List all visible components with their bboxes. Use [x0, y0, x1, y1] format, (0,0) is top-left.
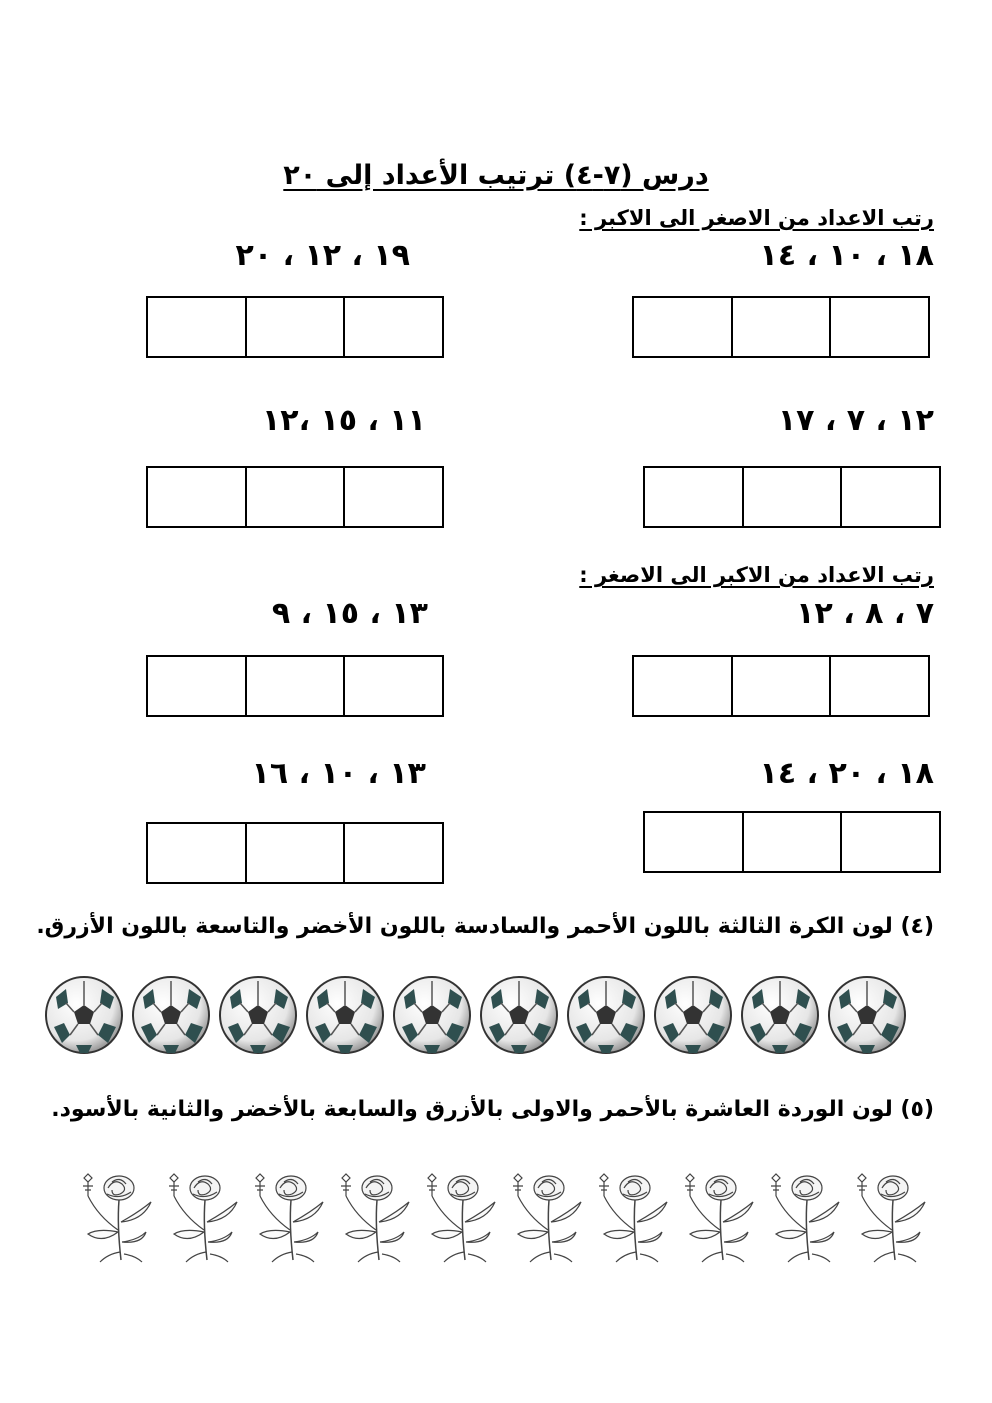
answer-box[interactable]: [343, 468, 442, 526]
number-group: ١٣ ، ١٥ ، ٩: [271, 596, 428, 631]
answer-boxes[interactable]: [632, 655, 930, 717]
answer-boxes[interactable]: [643, 466, 941, 528]
soccer-ball-icon[interactable]: [742, 977, 818, 1053]
soccer-ball-icon[interactable]: [307, 977, 383, 1053]
soccer-ball-icon[interactable]: [829, 977, 905, 1053]
answer-box[interactable]: [148, 657, 245, 715]
number-group: ٧ ، ٨ ، ١٢: [796, 596, 934, 631]
answer-box[interactable]: [148, 468, 245, 526]
answer-box[interactable]: [245, 298, 344, 356]
answer-box[interactable]: [343, 657, 442, 715]
number-group: ١٩ ، ١٢ ، ٢٠: [235, 238, 410, 273]
question-5-text: (٥) لون الوردة العاشرة بالأحمر والاولى بالأزرق والسابعة بالأخضر والثانية بالأسود.: [51, 1097, 934, 1122]
answer-box[interactable]: [742, 468, 841, 526]
answer-box[interactable]: [245, 824, 344, 882]
answer-box[interactable]: [840, 813, 939, 871]
lesson-title: درس (٧-٤) ترتيب الأعداد إلى ٢٠: [283, 160, 709, 191]
number-group: ١٣ ، ١٠ ، ١٦: [251, 756, 426, 791]
answer-box[interactable]: [645, 468, 742, 526]
rose-flower-icon[interactable]: [857, 1174, 925, 1262]
roses-row: [74, 1170, 944, 1265]
rose-flower-icon[interactable]: [685, 1174, 753, 1262]
rose-flower-icon[interactable]: [341, 1174, 409, 1262]
soccer-balls-row: [44, 975, 910, 1055]
soccer-ball-icon[interactable]: [133, 977, 209, 1053]
answer-box[interactable]: [634, 657, 731, 715]
answer-box[interactable]: [829, 298, 928, 356]
answer-box[interactable]: [829, 657, 928, 715]
number-group: ١١ ، ١٥ ،١٢: [261, 403, 426, 438]
answer-box[interactable]: [148, 824, 245, 882]
soccer-ball-icon[interactable]: [481, 977, 557, 1053]
rose-flower-icon[interactable]: [599, 1174, 667, 1262]
soccer-ball-icon[interactable]: [394, 977, 470, 1053]
soccer-ball-icon[interactable]: [568, 977, 644, 1053]
answer-box[interactable]: [731, 657, 830, 715]
rose-flower-icon[interactable]: [427, 1174, 495, 1262]
answer-box[interactable]: [245, 657, 344, 715]
rose-flower-icon[interactable]: [83, 1174, 151, 1262]
rose-flower-icon[interactable]: [513, 1174, 581, 1262]
answer-boxes[interactable]: [632, 296, 930, 358]
answer-boxes[interactable]: [643, 811, 941, 873]
answer-box[interactable]: [148, 298, 245, 356]
number-group: ١٨ ، ٢٠ ، ١٤: [759, 756, 934, 791]
soccer-ball-icon[interactable]: [46, 977, 122, 1053]
question-4-text: (٤) لون الكرة الثالثة باللون الأحمر والسادسة باللون الأخضر والتاسعة باللون الأزرق.: [36, 914, 934, 939]
rose-flower-icon[interactable]: [771, 1174, 839, 1262]
rose-flower-icon[interactable]: [169, 1174, 237, 1262]
answer-box[interactable]: [840, 468, 939, 526]
soccer-ball-icon[interactable]: [655, 977, 731, 1053]
answer-box[interactable]: [731, 298, 830, 356]
answer-box[interactable]: [645, 813, 742, 871]
answer-box[interactable]: [343, 824, 442, 882]
answer-boxes[interactable]: [146, 296, 444, 358]
answer-box[interactable]: [634, 298, 731, 356]
answer-box[interactable]: [343, 298, 442, 356]
descending-instruction: رتب الاعداد من الاكبر الى الاصغر :: [579, 563, 934, 587]
answer-boxes[interactable]: [146, 822, 444, 884]
soccer-ball-icon[interactable]: [220, 977, 296, 1053]
answer-box[interactable]: [245, 468, 344, 526]
number-group: ١٢ ، ٧ ، ١٧: [777, 403, 934, 438]
number-group: ١٨ ، ١٠ ، ١٤: [759, 238, 934, 273]
answer-boxes[interactable]: [146, 466, 444, 528]
rose-flower-icon[interactable]: [255, 1174, 323, 1262]
ascending-instruction: رتب الاعداد من الاصغر الى الاكبر :: [579, 206, 934, 230]
answer-boxes[interactable]: [146, 655, 444, 717]
answer-box[interactable]: [742, 813, 841, 871]
